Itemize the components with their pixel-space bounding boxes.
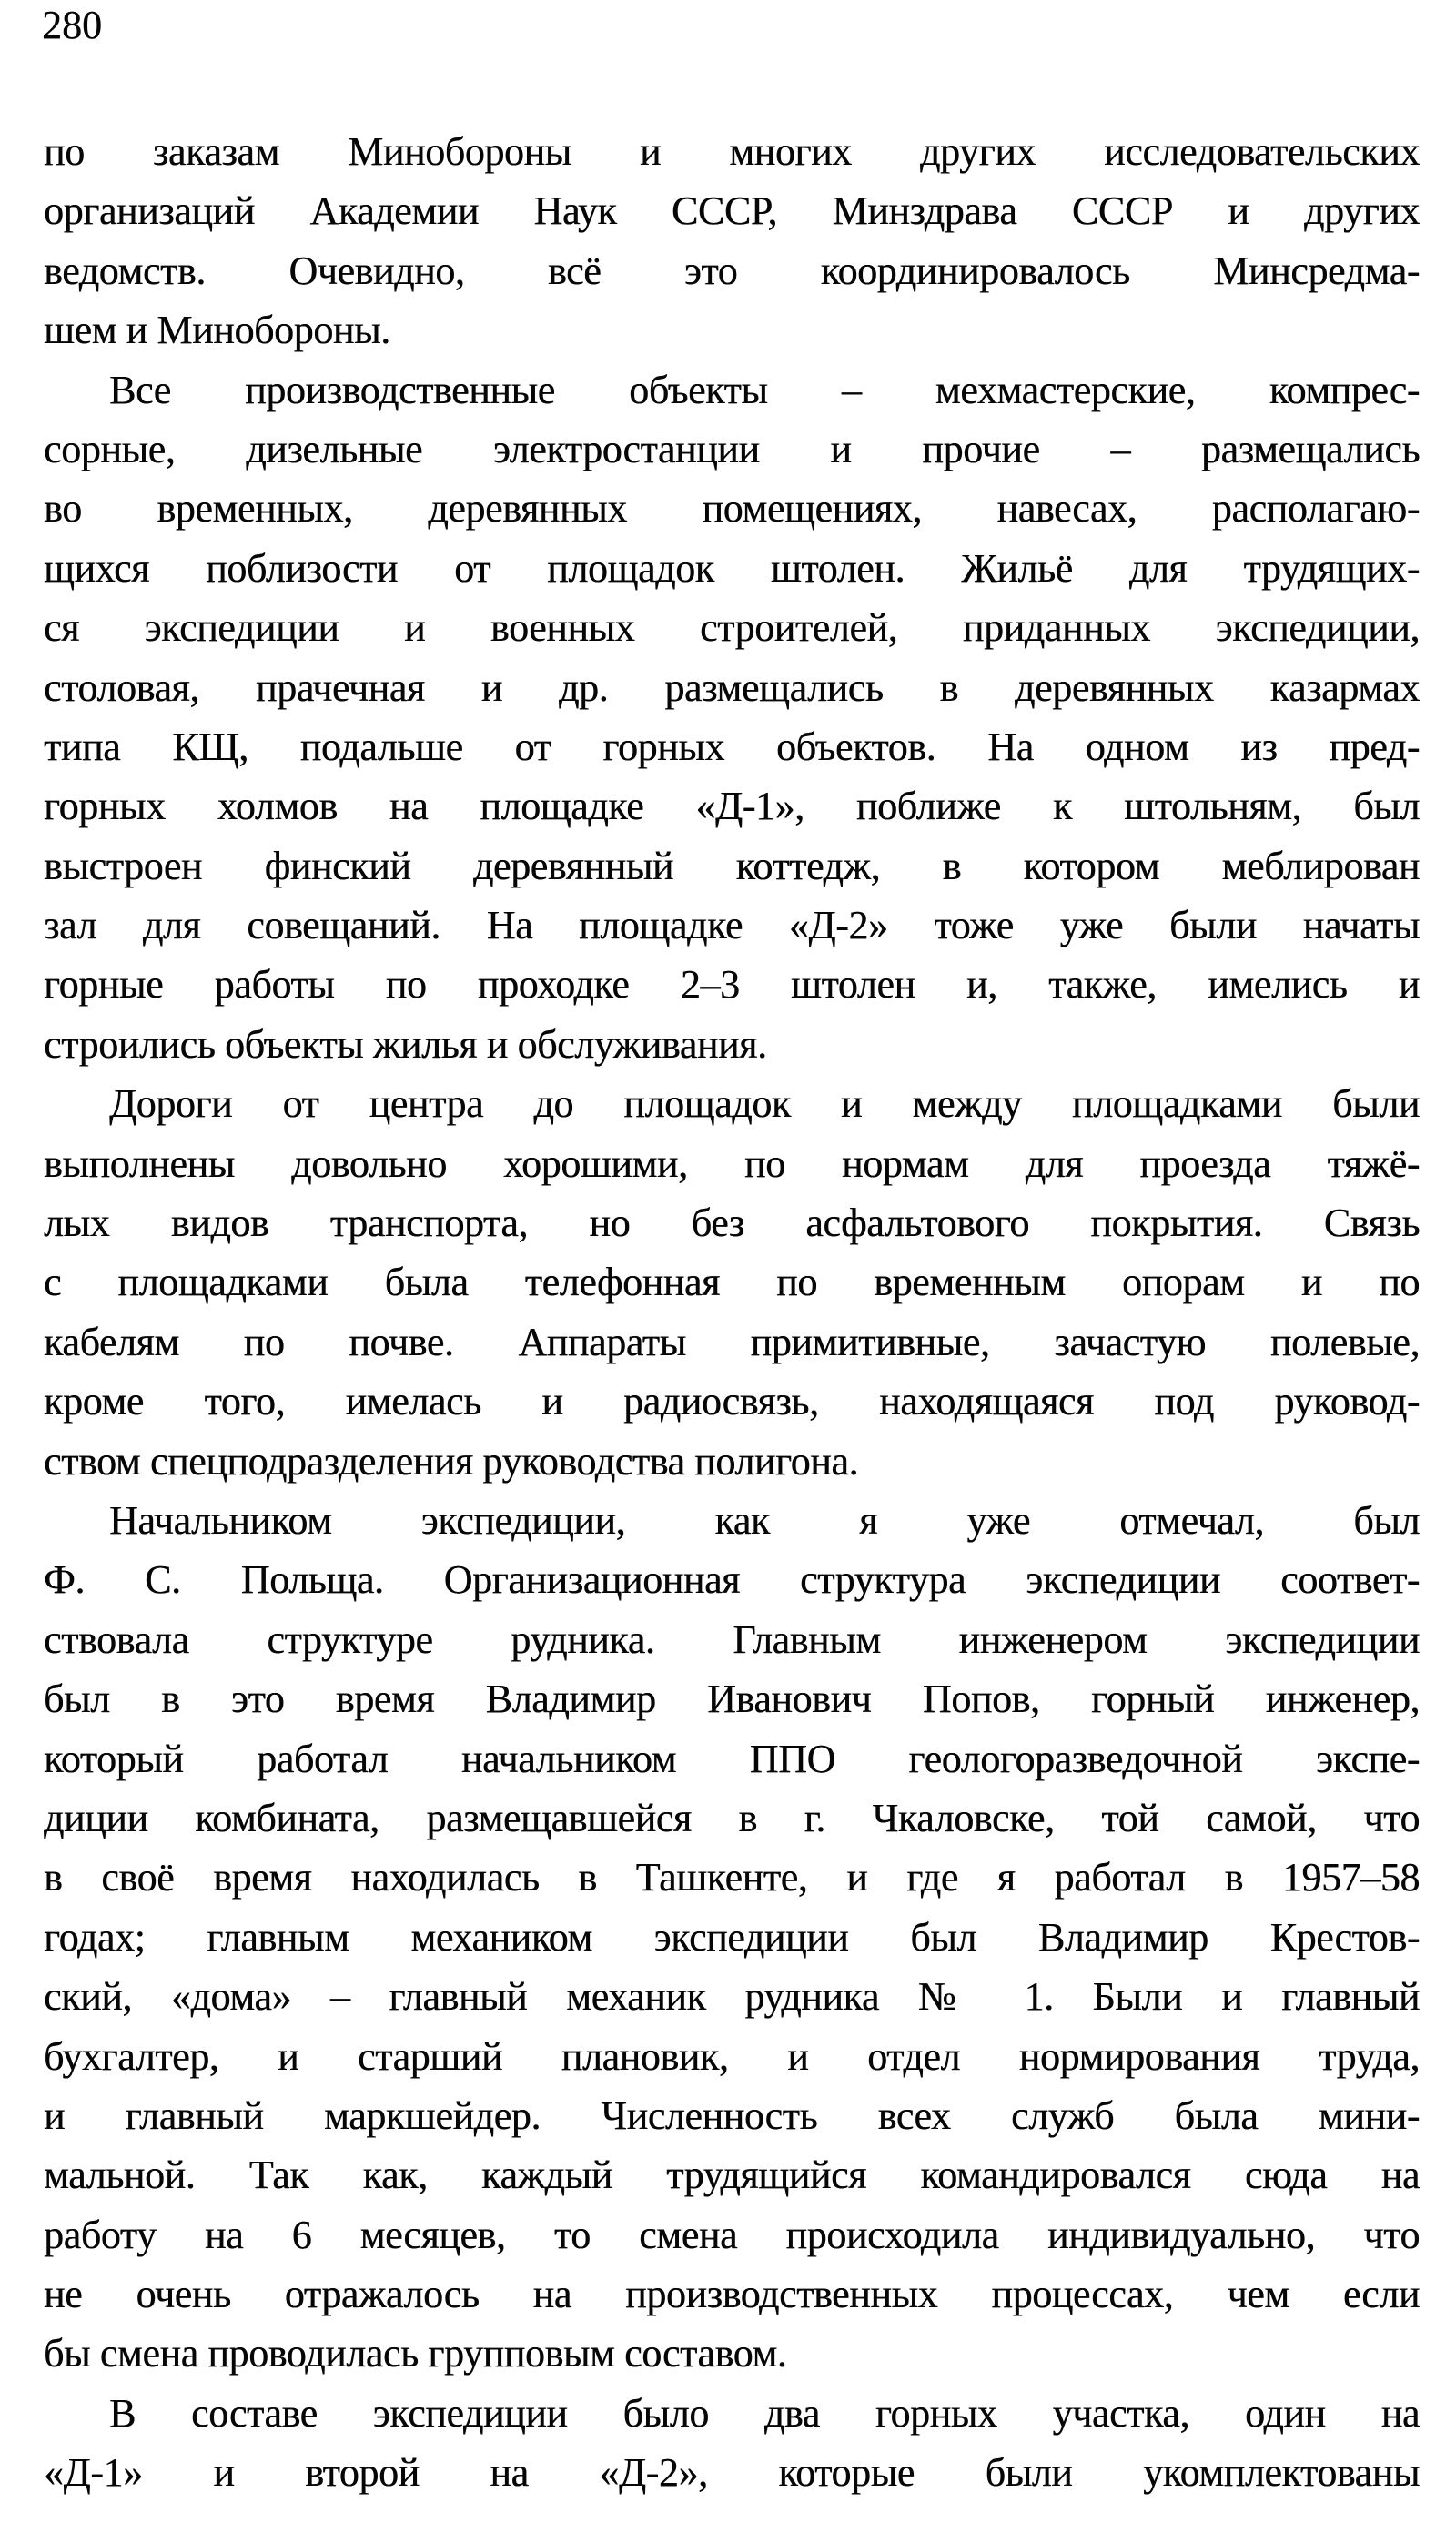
text-line: Ф. С. Польща. Организационная структура экспедиции соответ-	[44, 1557, 1420, 1603]
text-line: в своё время находилась в Ташкенте, и где я работал в 1957–58	[44, 1855, 1420, 1900]
text-line: Начальником экспедиции, как я уже отмечал, был	[109, 1497, 1420, 1543]
text-line: столовая, прачечная и др. размещались в деревянных казармах	[44, 664, 1420, 710]
text-line: и главный маркшейдер. Численность всех служб была мини-	[44, 2092, 1420, 2138]
text-line: типа КЩ, подальше от горных объектов. На одном из пред-	[44, 724, 1420, 769]
text-line: Все производственные объекты – мехмастерские, компрес-	[109, 367, 1420, 412]
text-line: работу на 6 месяцев, то смена происходила индивидуально, что	[44, 2212, 1420, 2257]
text-line: организаций Академии Наук СССР, Минздрава СССР и других	[44, 188, 1420, 234]
text-line: выстроен финский деревянный коттедж, в котором меблирован	[44, 843, 1420, 888]
text-line: диции комбината, размещавшейся в г. Чкаловске, той самой, что	[44, 1795, 1420, 1840]
text-line: В составе экспедиции было два горных участка, один на	[109, 2390, 1420, 2436]
text-line: кроме того, имелась и радиосвязь, находящаяся под руковод-	[44, 1379, 1420, 1424]
paragraph	[44, 1074, 1420, 1491]
text-line: был в это время Владимир Иванович Попов, горный инженер,	[44, 1677, 1420, 1722]
text-line: мальной. Так как, каждый трудящийся командировался сюда на	[44, 2153, 1420, 2198]
text-line: бы смена проводилась групповым составом.	[44, 2331, 787, 2376]
text-line: годах; главным механиком экспедиции был Владимир Крестов-	[44, 1914, 1420, 1960]
text-line: по заказам Минобороны и многих других исследовательских	[44, 129, 1420, 174]
text-line: горных холмов на площадке «Д-1», поближе к штольням, был	[44, 784, 1420, 829]
text-line: горные работы по проходке 2–3 штолен и, также, имелись и	[44, 962, 1420, 1008]
text-line: сорные, дизельные электростанции и прочие – размещались	[44, 426, 1420, 471]
paragraph	[44, 122, 1420, 360]
text-line: во временных, деревянных помещениях, навесах, располагаю-	[44, 486, 1420, 532]
text-line: ся экспедиции и военных строителей, приданных экспедиции,	[44, 605, 1420, 651]
text-line: ведомств. Очевидно, всё это координировалось Минсредма-	[44, 248, 1420, 293]
text-line: бухгалтер, и старший плановик, и отдел нормирования труда,	[44, 2033, 1420, 2079]
paragraph	[44, 360, 1420, 1075]
text-line: не очень отражалось на производственных процессах, чем если	[44, 2272, 1420, 2317]
text-line: лых видов транспорта, но без асфальтового покрытия. Связь	[44, 1201, 1420, 1246]
text-line: который работал начальником ППО геологоразведочной экспе-	[44, 1736, 1420, 1781]
text-line: кабелям по почве. Аппараты примитивные, зачастую полевые,	[44, 1319, 1420, 1364]
page-number: 280	[42, 3, 102, 47]
paragraph	[44, 2384, 1420, 2503]
text-line: Дороги от центра до площадок и между площадками были	[109, 1081, 1420, 1127]
text-line: с площадками была телефонная по временным опорам и по	[44, 1260, 1420, 1305]
text-line: строились объекты жилья и обслуживания.	[44, 1021, 767, 1067]
text-line: ствовала структуре рудника. Главным инженером экспедиции	[44, 1616, 1420, 1662]
text-line: «Д-1» и второй на «Д-2», которые были укомплектованы	[44, 2450, 1420, 2496]
text-body	[44, 122, 1420, 2503]
text-line: шем и Минобороны.	[44, 308, 390, 353]
text-line: ством спецподразделения руководства полигона.	[44, 1438, 859, 1484]
text-line: зал для совещаний. На площадке «Д-2» тоже уже были начаты	[44, 903, 1420, 948]
paragraph	[44, 1491, 1420, 2384]
text-line: выполнены довольно хорошими, по нормам для проезда тяжё-	[44, 1140, 1420, 1186]
text-line: ский, «дома» – главный механик рудника № 1. Были и главный	[44, 1974, 1420, 2020]
text-line: щихся поблизости от площадок штолен. Жильё для трудящих-	[44, 545, 1420, 591]
